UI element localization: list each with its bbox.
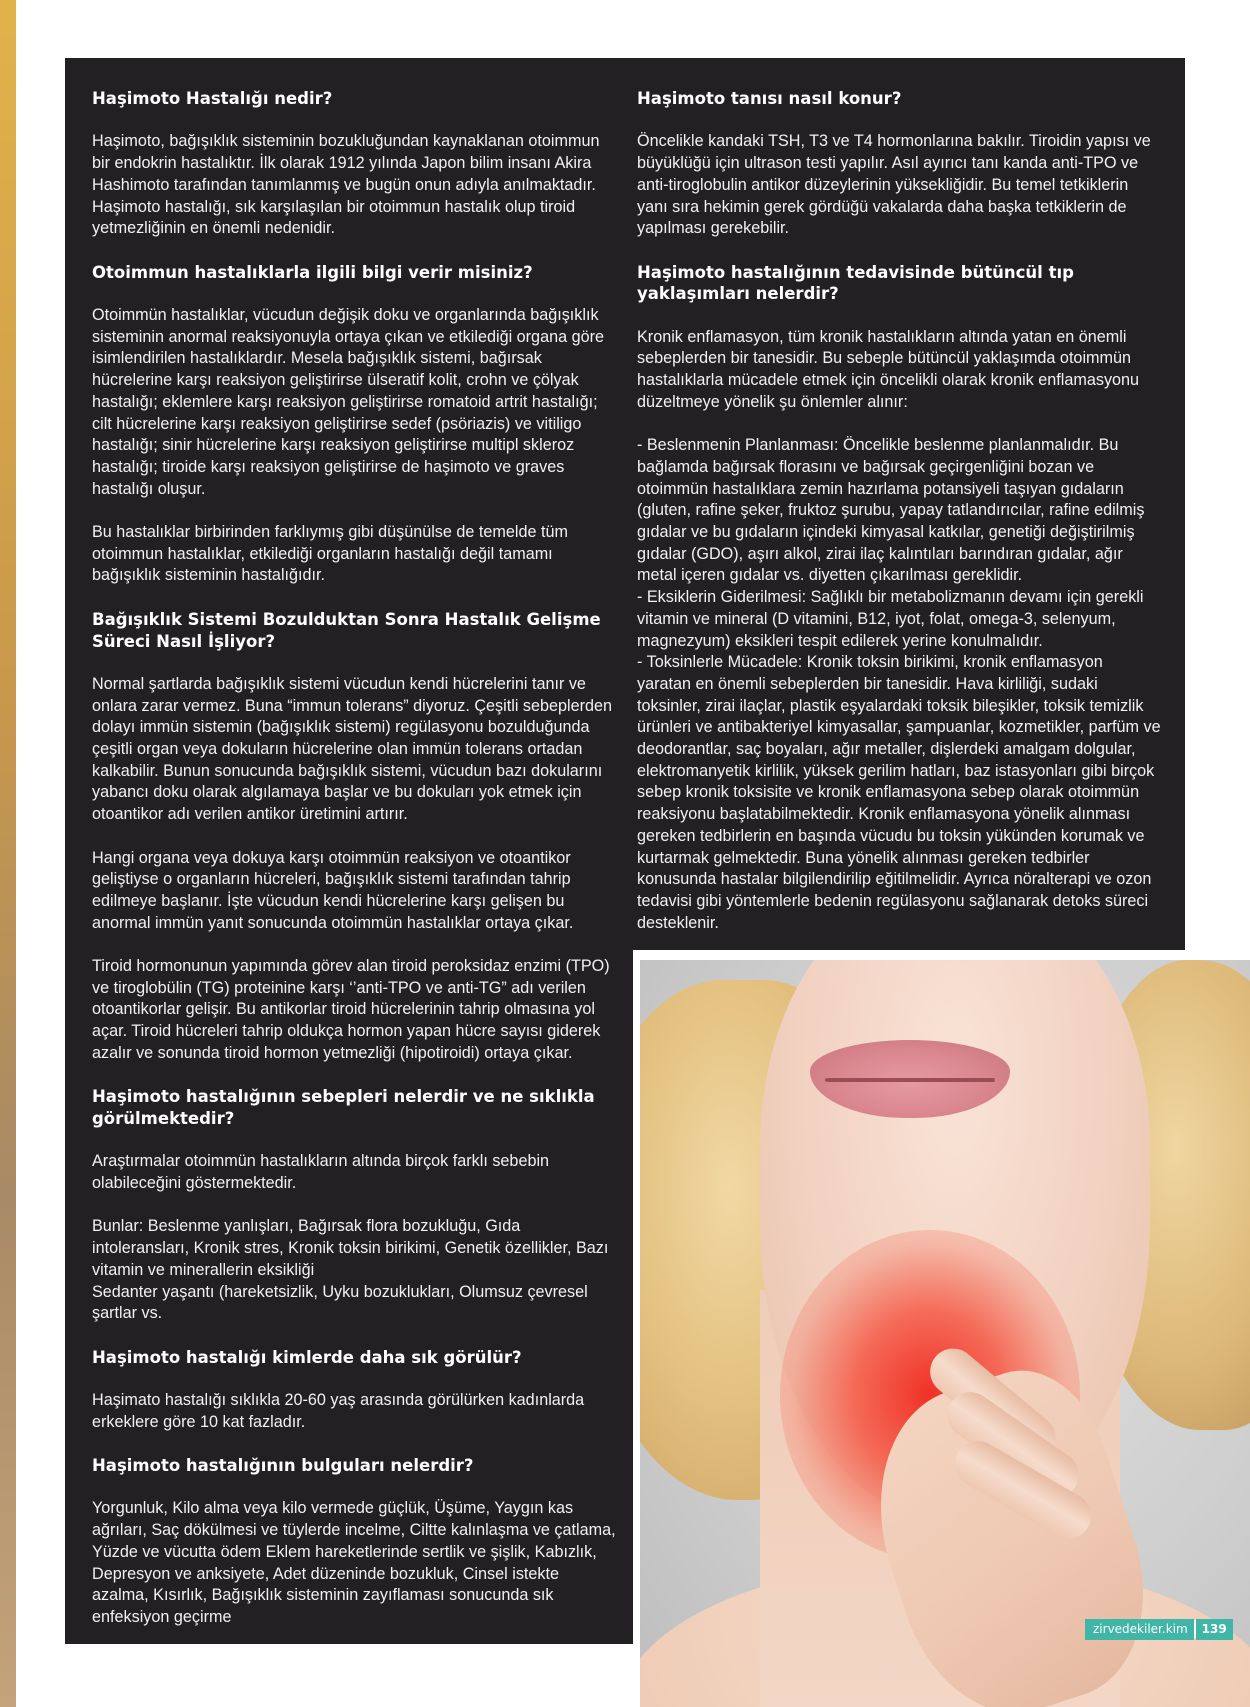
paragraph: Araştırmalar otoimmün hastalıkların altında birçok farklı sebebin olabileceğini göstermektedir. [92,1152,550,1192]
left-column [92,88,620,1629]
heading-disease-process: Bağışıklık Sistemi Bozulduktan Sonra Hastalık Gelişme Süreci Nasıl İşliyor? [92,609,601,651]
page-number: 139 [1196,1619,1233,1640]
paragraph: Normal şartlarda bağışıklık sistemi vücudun kendi hücrelerini tanır ve onlara zarar vermez. Buna “immun tolerans” diyoruz. Çeşitli sebeplerden dolayı immün sistemin (bağışıklık sistemi) regülasyonu bozulduğunda çeşitli organ veya dokuların hücrelerine olan immün tolerans ortadan kalkabilir. Bunun sonucunda bağışıklık sistemi, vücudun bazı dokularını yabancı doku olarak algılamaya başlar ve bu dokuları yok etmek için otoantikor adı verilen antikor üretimini artırır. [92,674,613,824]
paragraph: Haşimato hastalığı sıklıkla 20-60 yaş arasında görülürken kadınlarda erkeklere göre 10 kat fazladır. [92,1390,585,1431]
right-column [637,88,1161,934]
lip-line [825,1078,995,1082]
paragraph: Yorgunluk, Kilo alma veya kilo vermede güçlük, Üşüme, Yaygın kas ağrıları, Saç dökülmesi ve tüylerde incelme, Ciltte kalınlaşma ve çatlama, Yüzde ve vücutta ödem Eklem hareketlerinde sertlik ve şişlik, Kabızlık, Depresyon ve anksiyete, Adet düzeninde bozukluk, Cinsel istekte azalma, Kısırlık, Bağışıklık sisteminin zayıflaması sonucunda sık enfeksiyon geçirme [92,1499,616,1626]
paragraph: Tiroid hormonunun yapımında görev alan tiroid peroksidaz enzimi (TPO) ve tiroglobülin (TG) proteinine karşı ‘’anti-TPO ve anti-TG” adı verilen otoantikorlar gelişir. Bu antikorlar tiroid hücrelerinin tahrip olmasına yol açar. Tiroid hücreleri tahrip oldukça hormon yapan hücre sayısı giderek azalır ve sonunda tiroid hormon yetmezliği (hipotiroidi) ortaya çıkar. [92,957,610,1062]
paragraph: Otoimmün hastalıklar, vücudun değişik doku ve organlarında bağışıklık sisteminin anormal reaksiyonuyla ortaya çıkan ve etkilediği organa göre isimlendirilen hastalıklardır. Mesela bağışıklık sistemi, bağırsak hücrelerine karşı reaksiyon geliştirirse ülseratif kolit, crohn ve çölyak hastalığı; eklemlere karşı reaksiyon geliştirirse romatoid artrit hastalığı; cilt hücrelerine karşı reaksiyon geliştirirse sedef (psöriazis) ve vitiligo hastalığı; sinir hücrelerine karşı reaksiyon geliştirirse multipl skleroz hastalığı; tiroide karşı reaksiyon geliştirirse de haşimoto ve graves hastalığı oluşur. [92,305,604,498]
heading-autoimmune-info: Otoimmun hastalıklarla ilgili bilgi verir misiniz? [92,262,533,282]
heading-what-is-hashimoto: Haşimoto Hastalığı nedir? [92,89,333,108]
paragraph: Haşimoto, bağışıklık sisteminin bozukluğundan kaynaklanan otoimmun bir endokrin hastalıktır. İlk olarak 1912 yılında Japon bilim insanı Akira Hashimoto tarafından tanımlanmış ve bugün onun adıyla anılmaktadır. Haşimoto hastalığı, sık karşılaşılan bir otoimmun hastalık olup tiroid yetmezliğinin en önemli nedenidir. [92,132,600,238]
paragraph: - Beslenmenin Planlanması: Öncelikle beslenme planlanmalıdır. Bu bağlamda bağırsak florasını ve bağırsak geçirgenliğini bozan ve otoimmün hastalıklara zemin hazırlama potansiyeli taşıyan gıdaların (gluten, rafine şeker, fruktoz şurubu, yapay tatlandırıcılar, rafine edilmiş gıdalar ve bu gıdaların içindeki kimyasal katkılar, genetiği değiştirilmiş gıdalar (GDO), aşırı alkol, zirai ilaç kalıntıları barındıran gıdalar, ağır metal içeren gıdalar vs. diyetten çıkarılması gereklidir. - Eksiklerin Giderilmesi: Sağlıklı bir metabolizmanın devamı için gerekli vitamin ve mineral (D vitamini, B12, iyot, folat, omega-3, selenyum, magnezyum) eksikleri tespit edilerek yerine konulmalıdır. - Toksinlerle Mücadele: Kronik toksin birikimi, kronik enflamasyon yaratan en önemli sebeplerden bir tanesidir. Hava kirliliği, sudaki toksinler, zirai ilaçlar, plastik eşyalardaki toksik bileşikler, toksik temizlik ürünleri ve antibakteriyel kimyasallar, şampuanlar, kozmetikler, parfüm ve deodorantlar, saç boyaları, ağır metaller, dişlerdeki amalgam dolgular, elektromanyetik kirlilik, yüksek gerilim hatları, baz istasyonları gibi birçok sebep kronik toksisite ve kronik enflamasyona sebep olarak otoimmün reaksiyonu başlatabilmektedir. Kronik enflamasyona yönelik alınması gereken tedbirlerin en başında vücudu bu toksin yükünden korumak ve kurtarmak gelmektedir. Buna yönelik alınması gereken tedbirler konusunda hastalar bilgilendirilip eğitilmelidir. Ayrıca nöralterapi ve ozon tedavisi gibi yöntemlerle bedenin regülasyonu sağlanarak detoks süreci desteklenir. [637,436,1161,932]
paragraph: Kronik enflamasyon, tüm kronik hastalıkların altında yatan en önemli sebeplerden bir tanesidir. Bu sebeple bütüncül yaklaşımda otoimmün hastalıklarla mücadele etmek için öncelikli olarak kronik enflamasyonu düzeltmeye yönelik şu önlemler alınır: [637,327,1140,411]
heading-causes: Haşimoto hastalığının sebepleri nelerdir ve ne sıklıkla görülmektedir? [92,1087,595,1128]
paragraph: Hangi organa veya dokuya karşı otoimmün reaksiyon ve otoantikor geliştiyse o organların hücreleri, bağışıklık sistemi tarafından tahrip edilmeye başlanır. İşte vücudun kendi hücrelerine karşı gelişen bu anormal immün yanıt sonucunda otoimmün hastalıklar ortaya çıkar. [92,848,574,932]
heading-holistic-treatment: Haşimoto hastalığının tedavisinde bütüncül tıp yaklaşımları nelerdir? [637,262,1074,304]
heading-symptoms: Haşimoto hastalığının bulguları nelerdir? [92,1456,474,1476]
paragraph: Bu hastalıklar birbirinden farklıymış gibi düşünülse de temelde tüm otoimmun hastalıklar, etkilediği organların hastalığı değil tamamı bağışıklık sisteminin hastalığıdır. [92,523,568,585]
paragraph: Öncelikle kandaki TSH, T3 ve T4 hormonlarına bakılır. Tiroidin yapısı ve büyüklüğü için ultrason testi yapılır. Asıl ayırıcı tanı kanda anti-TPO ve anti-tiroglobulin antikor düzeylerinin yüksekliğidir. Bu temel tetkiklerin yanı sıra hekimin gerek gördüğü vakalarda daha başka tetkiklerin de yapılması gerekebilir. [637,132,1151,238]
footer-site-name: zirvedekiler.kim [1085,1619,1194,1640]
left-edge-photo-strip [0,0,16,1707]
heading-who-affected: Haşimoto hastalığı kimlerde daha sık görülür? [92,1347,522,1367]
heading-diagnosis: Haşimoto tanısı nasıl konur? [637,89,902,108]
paragraph: Bunlar: Beslenme yanlışları, Bağırsak flora bozukluğu, Gıda intoleransları, Kronik stres, Kronik toksin birikimi, Genetik özellikler, Bazı vitamin ve minerallerin eksikliği Sedanter yaşantı (hareketsizlik, Uyku bozuklukları, Olumsuz çevresel şartlar vs. [92,1217,609,1323]
throat-pain-photo [640,960,1250,1707]
page-footer [1085,1618,1233,1640]
